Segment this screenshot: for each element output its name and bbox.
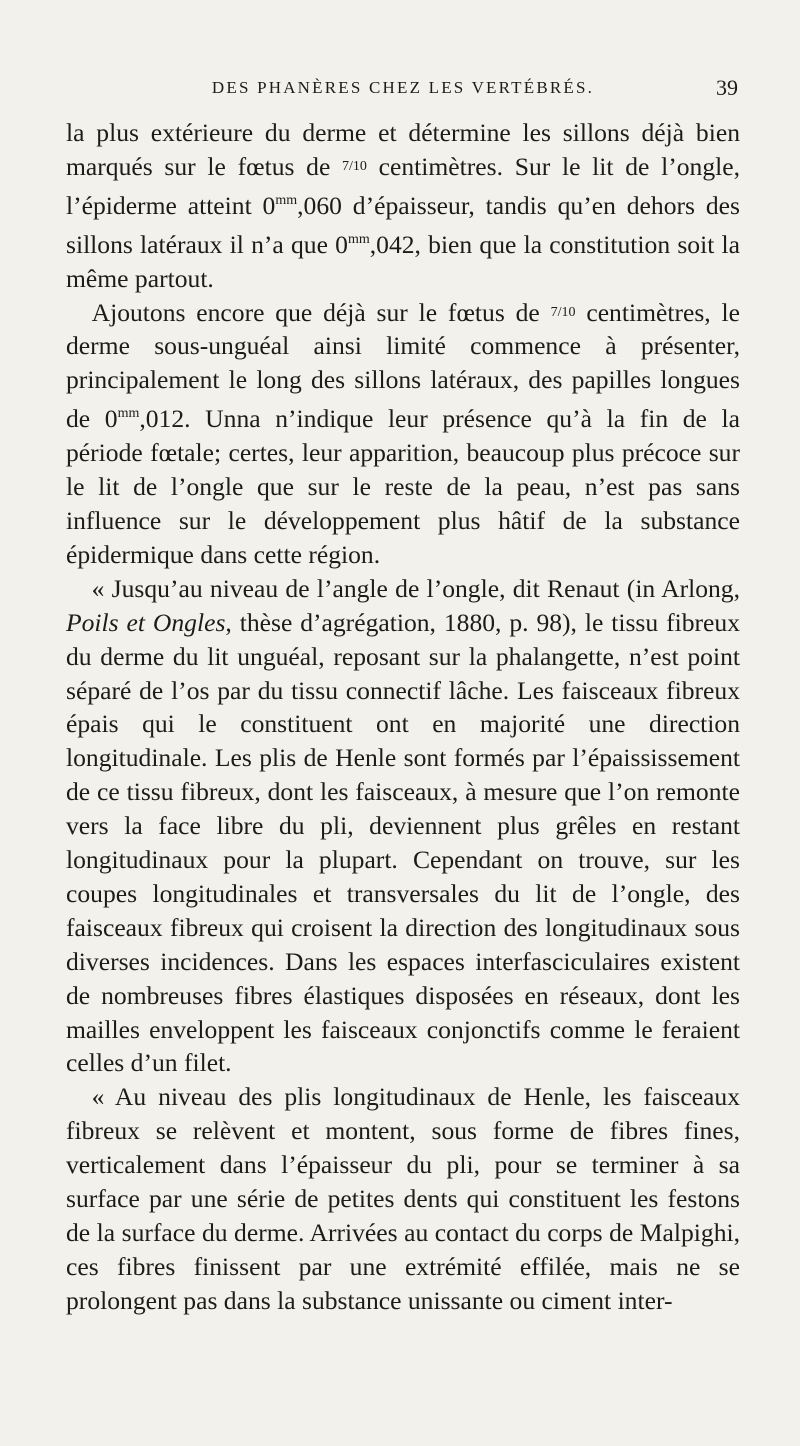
text-run: ,012. Unna n’indique leur présence qu’à la fin de la période fœtale; certes, leur apparition, beaucoup plus précoce sur le lit de l’ongle que sur le reste de la peau, n’est pas sans influence sur le développement plus hâtif de la substance épidermique dans cette région. bbox=[66, 404, 740, 569]
text-run: ,060 d’épaisseur, tandis qu’en dehors des sillons latéraux il n’a que 0 bbox=[66, 190, 740, 259]
unit-superscript: mm bbox=[347, 231, 370, 247]
unit-superscript: mm bbox=[117, 406, 140, 422]
running-title: DES PHANÈRES CHEZ LES VERTÉBRÉS. bbox=[211, 78, 595, 97]
text-run: centimètres, le derme sous-unguéal ainsi limité commence à présenter, principalement le long des sillons latéraux, des papilles longues de 0 bbox=[66, 297, 740, 434]
text-run: « Jusqu’au niveau de l’angle de l’ongle, dit Renaut (in Arlong, bbox=[91, 573, 740, 603]
cited-title: Poils et Ongles bbox=[66, 607, 226, 637]
text-run: « Au niveau des plis longitudinaux de Henle, les faisceaux fibreux se relèvent et montent, sous forme de fibres fines, verticalement dans l’épaisseur du pli, pour se terminer à sa surface par une série de petites dents qui constituent les festons de la surface du derme. Arrivées au contact du corps de Malpighi, ces fibres finissent par une extrémité effilée, mais ne se prolongent pas dans la substance unissante ou ciment inter- bbox=[66, 1082, 740, 1315]
paragraph-3 bbox=[66, 572, 740, 1081]
fraction: 7/10 bbox=[342, 158, 367, 174]
body-text bbox=[66, 116, 740, 1318]
text-run: centimètres. Sur le lit de l’ongle, l’épiderme atteint 0 bbox=[66, 151, 740, 220]
page-number: 39 bbox=[716, 75, 738, 100]
text-run: Ajoutons encore que déjà sur le fœtus de bbox=[91, 297, 551, 327]
text-run: la plus extérieure du derme et détermine les sillons déjà bien marqués sur le fœtus de bbox=[66, 118, 740, 181]
paragraph-2 bbox=[66, 296, 740, 572]
text-run: , thèse d’agrégation, 1880, p. 98), le tissu fibreux du derme du lit unguéal, reposant sur la phalangette, n’est point séparé de l’os par du tissu connectif lâche. Les faisceaux fibreux épais qui le constituent ont en majorité une direction longitudinale. Les plis de Henle sont formés par l’épaississement de ce tissu fibreux, dont les faisceaux, à mesure que l’on remonte vers la face libre du pli, deviennent plus grêles en restant longitudinaux pour la plupart. Cependant on trouve, sur les coupes longitudinales et transversales du lit de l’ongle, des faisceaux fibreux qui croisent la direction des longitudinaux sous diverses incidences. Dans les espaces interfasciculaires existent de nombreuses fibres élastiques disposées en réseaux, dont les mailles enveloppent les faisceaux conjonctifs comme le feraient celles d’un filet. bbox=[66, 607, 740, 1078]
running-head bbox=[66, 75, 740, 108]
fraction: 7/10 bbox=[550, 304, 576, 320]
paragraph-1 bbox=[66, 116, 740, 296]
paragraph-4 bbox=[66, 1080, 740, 1317]
text-run: ,042, bien que la constitution soit la même partout. bbox=[66, 229, 740, 293]
unit-superscript: mm bbox=[275, 192, 298, 208]
